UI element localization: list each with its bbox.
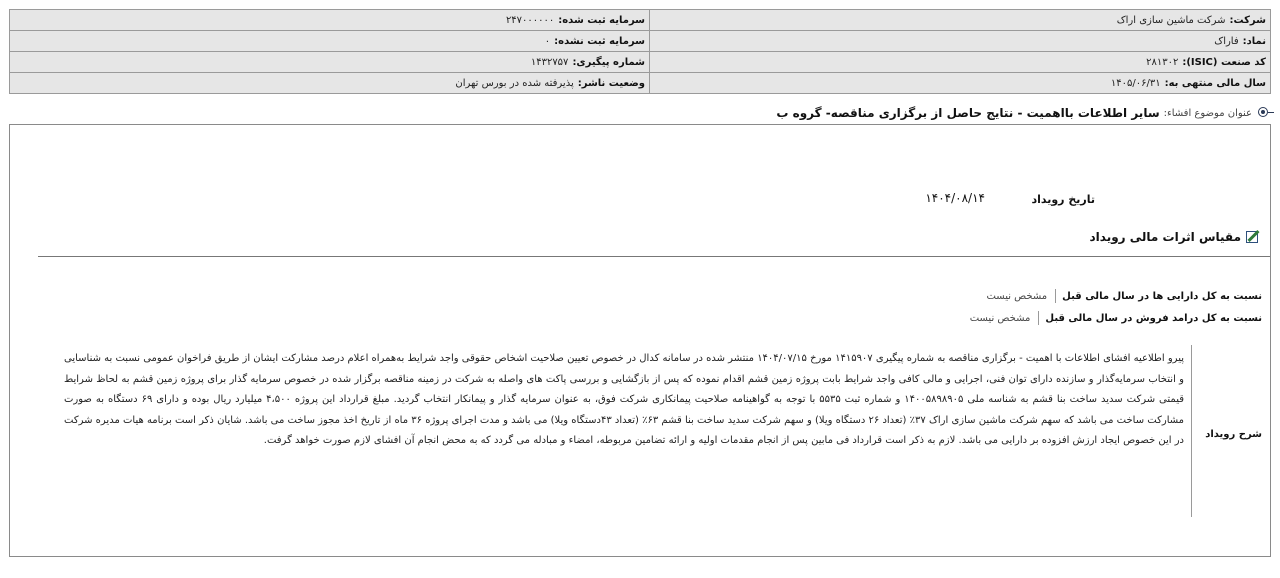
isic-cell: [650, 52, 1271, 73]
subject-title: سایر اطلاعات بااهمیت - نتایج حاصل از برگزاری مناقصه- گروه ب: [776, 106, 1160, 120]
symbol-cell: [650, 31, 1271, 52]
company-cell: [650, 10, 1271, 31]
fiscal-year-value: ۱۴۰۵/۰۶/۳۱: [1110, 77, 1161, 89]
isic-label: کد صنعت (ISIC):: [1182, 56, 1266, 68]
ratio-revenue-row: [970, 311, 1262, 325]
tracking-label: شماره پیگیری:: [572, 56, 645, 68]
ratio-assets-row: [986, 289, 1262, 303]
edit-note-icon: [1246, 229, 1262, 244]
registered-capital-value: ۲۴۷۰۰۰۰۰۰: [505, 14, 555, 26]
ratio-revenue-label: نسبت به کل درامد فروش در سال مالی قبل: [1045, 312, 1262, 324]
unregistered-capital-label: سرمایه ثبت نشده:: [554, 35, 645, 47]
event-date-value: ۱۴۰۴/۰۸/۱۴: [925, 191, 985, 205]
unregistered-capital-cell: [10, 31, 650, 52]
description-separator: [1191, 345, 1192, 517]
info-row-2: [10, 31, 1271, 52]
divider: [38, 256, 1270, 257]
description-label: شرح رویداد: [1205, 429, 1262, 440]
ratio-assets-separator: [1055, 289, 1056, 303]
ratio-revenue-separator: [1038, 311, 1039, 325]
financial-impact-heading-text: مقیاس اثرات مالی رویداد: [1089, 229, 1241, 244]
publisher-status-cell: [10, 73, 650, 94]
fiscal-year-label: سال مالی منتهی به:: [1164, 77, 1266, 89]
isic-value: ۲۸۱۳۰۲: [1146, 56, 1179, 68]
disclosure-subject: [8, 102, 1272, 124]
info-row-1: [10, 10, 1271, 31]
publisher-status-label: وضعیت ناشر:: [577, 77, 645, 89]
ratio-revenue-value: مشخص نیست: [969, 312, 1031, 324]
subject-label: عنوان موضوع افشاء:: [1163, 107, 1252, 119]
registered-capital-cell: [10, 10, 650, 31]
event-date-label: تاریخ رویداد: [1031, 193, 1095, 206]
tracking-cell: [10, 52, 650, 73]
publisher-status-value: پذیرفته شده در بورس تهران: [455, 77, 574, 89]
target-icon: [1256, 105, 1272, 121]
info-row-3: [10, 52, 1271, 73]
company-info-table: [9, 9, 1271, 94]
company-label: شرکت:: [1229, 14, 1266, 26]
unregistered-capital-value: ۰: [544, 35, 551, 47]
tracking-value: ۱۴۳۲۷۵۷: [530, 56, 569, 68]
ratio-assets-label: نسبت به کل دارایی ها در سال مالی قبل: [1062, 290, 1262, 302]
info-row-4: [10, 73, 1271, 94]
event-description: پیرو اطلاعیه افشای اطلاعات با اهمیت - برگزاری مناقصه به شماره پیگیری ۱۴۱۵۹۰۷ مورخ ۱۴۰۴/۰۷/۱۵ منتشر شده در سامانه کدال در خصوص تعیین صلاحیت اشخاص حقوقی واجد شرایط به‌همراه اعلام درصد مشارکت ایشان از طریق فراخوان عمومی نسبت به شناسایی و انتخاب سرمایه‌گذار و سازنده دارای توان فنی، اجرایی و مالی کافی واجد شرایط بابت پروژه زمین قشم اقدام نموده که پس از بازگشایی و بررسی پاکت های واصله به شرکت در زمینه مناقصه برگزار شده در خصوص سرمایه گذار برای پروژه زمین قشم به لحاظ شرایط قیمتی شرکت سدید ساخت بنا قشم به شناسه ملی ۱۴۰۰۵۸۹۸۹۰۵ و شماره ثبت ۵۵۳۵ با توجه به گواهینامه صلاحیت پیمانکاری شرکت فوق، به عنوان سرمایه گذار و پیمانکار انتخاب گردید. مبلغ قرارداد این پروژه ۴،۵۰۰ میلیارد ریال بوده و دارای ۶۹ دستگاه به صورت مشارکت ساخت می باشد که سهم شرکت ماشین سازی اراک ۳۷٪ (تعداد ۲۶ دستگاه ویلا) و سهم شرکت سدید ساخت بنا قشم ۶۳٪ (تعداد ۴۳دستگاه ویلا) می باشد و مدت اجرای پروژه ۳۶ ماه از تاریخ اخذ مجوز ساخت می باشد. شایان ذکر است برنامه هیات مدیره شرکت در این خصوص ایجاد ارزش افزوده بر دارایی می باشد. لازم به ذکر است قرارداد فی مابین پس از انجام مقدمات اولیه و ارائه تضامین مربوطه، امضاء و مبادله می گردد که به محض انجام آن افشای لازم صورت خواهد گرفت.: [64, 353, 1185, 446]
company-value: شرکت ماشین سازی اراک: [1116, 14, 1226, 26]
event-panel: [9, 124, 1271, 557]
registered-capital-label: سرمایه ثبت شده:: [558, 14, 645, 26]
financial-impact-heading: [1090, 229, 1262, 244]
symbol-value: فاراک: [1214, 35, 1239, 47]
fiscal-year-cell: [650, 73, 1271, 94]
ratio-assets-value: مشخص نیست: [986, 290, 1048, 302]
symbol-label: نماد:: [1242, 35, 1266, 47]
